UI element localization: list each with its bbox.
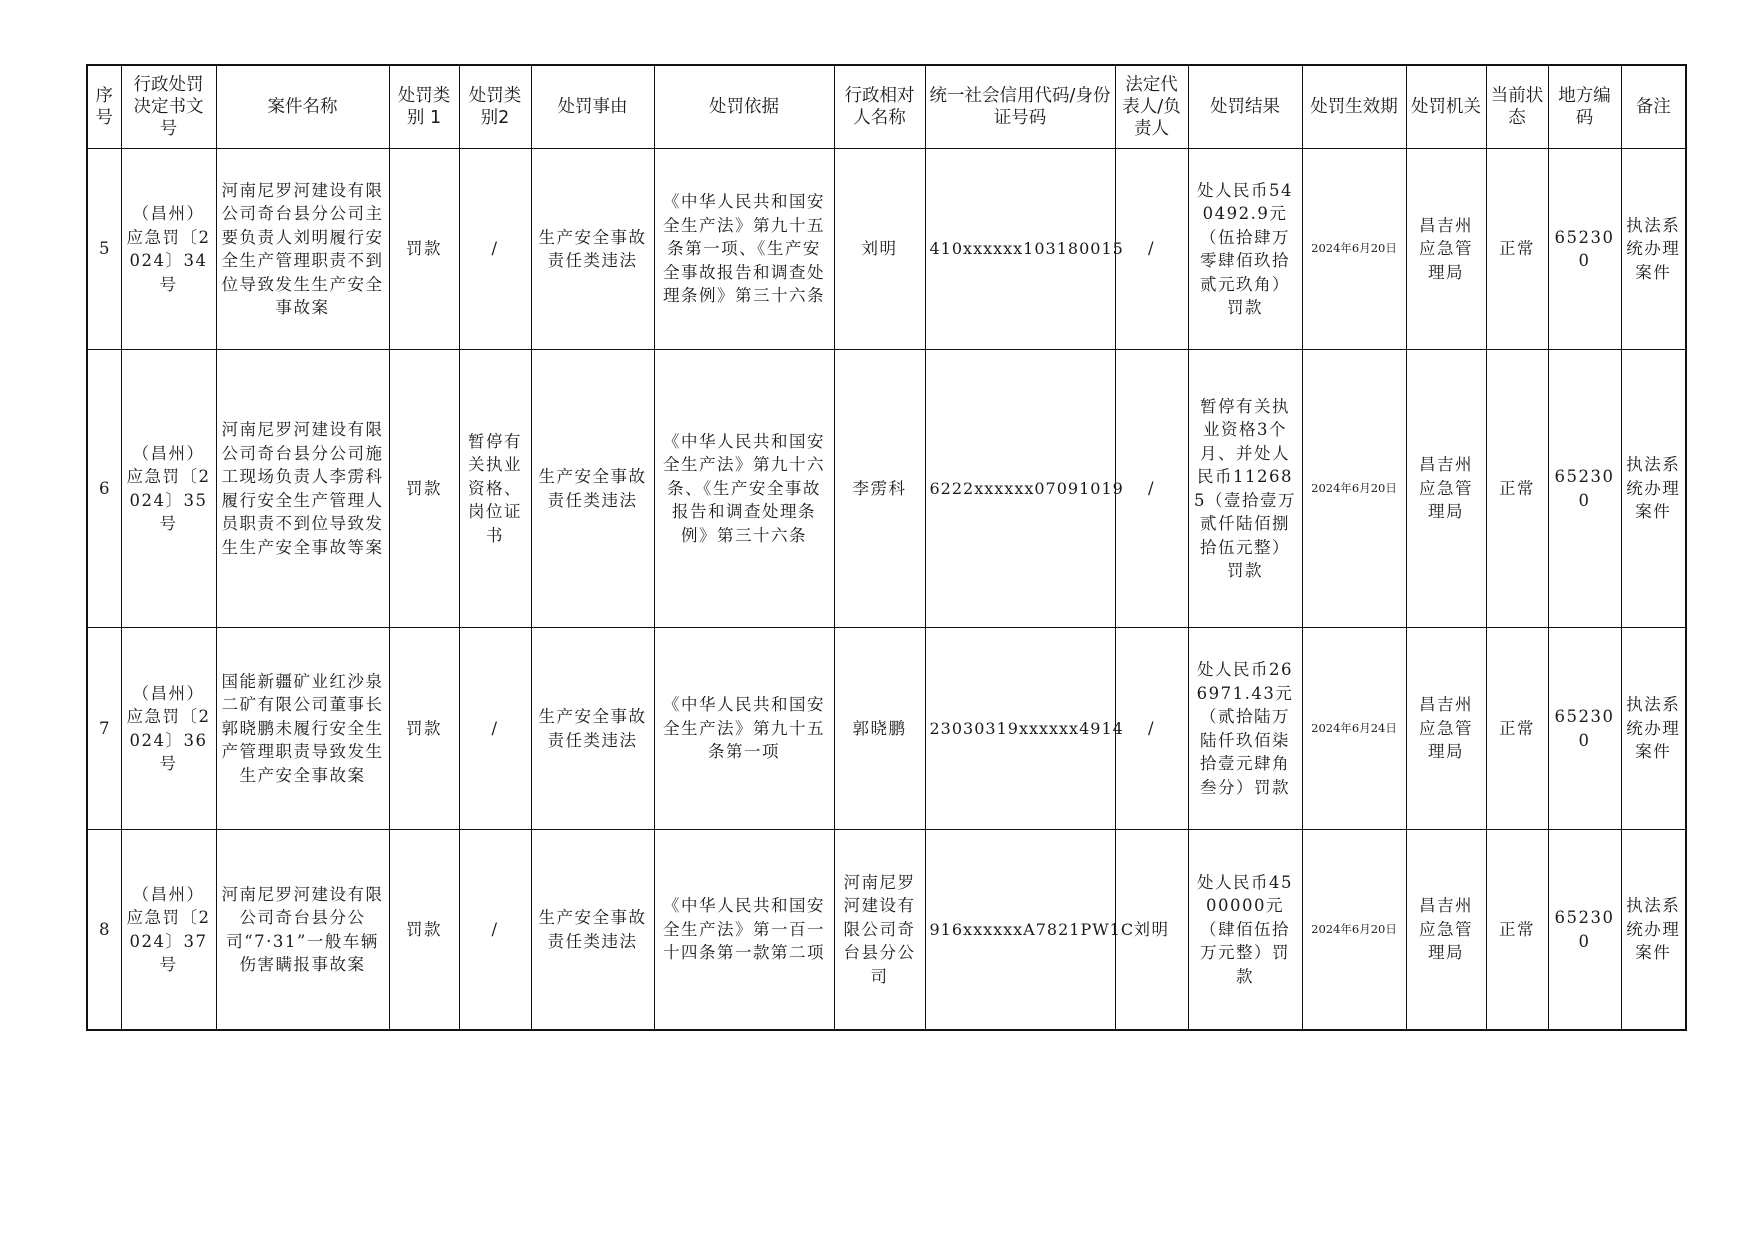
header-type2: 处罚类别2 [459, 65, 531, 149]
header-type1: 处罚类别 1 [389, 65, 459, 149]
cell-type2: / [459, 149, 531, 350]
cell-legal-rep: 刘明 [1115, 830, 1188, 1031]
cell-type2: / [459, 830, 531, 1031]
header-reason: 处罚事由 [531, 65, 654, 149]
cell-reason: 生产安全事故责任类违法 [531, 628, 654, 830]
cell-seq: 8 [87, 830, 121, 1031]
cell-status: 正常 [1486, 350, 1548, 628]
cell-type1: 罚款 [389, 628, 459, 830]
cell-seq: 5 [87, 149, 121, 350]
header-seq: 序号 [87, 65, 121, 149]
header-doc-no: 行政处罚决定书文号 [121, 65, 216, 149]
cell-reason: 生产安全事故责任类违法 [531, 149, 654, 350]
cell-remark: 执法系统办理案件 [1621, 149, 1686, 350]
cell-reason: 生产安全事故责任类违法 [531, 350, 654, 628]
cell-result: 处人民币540492.9元（伍拾肆万零肆佰玖拾贰元玖角）罚款 [1188, 149, 1302, 350]
cell-remark: 执法系统办理案件 [1621, 350, 1686, 628]
cell-result: 暂停有关执业资格3个月、并处人民币112685（壹拾壹万贰仟陆佰捌拾伍元整）罚款 [1188, 350, 1302, 628]
cell-status: 正常 [1486, 830, 1548, 1031]
header-party: 行政相对人名称 [834, 65, 925, 149]
cell-region-code: 652300 [1548, 350, 1621, 628]
cell-seq: 6 [87, 350, 121, 628]
table-row [87, 830, 1686, 1031]
cell-date: 2024年6月24日 [1302, 628, 1406, 830]
cell-doc-no: （昌州）应急罚〔2024〕35号 [121, 350, 216, 628]
cell-date: 2024年6月20日 [1302, 830, 1406, 1031]
penalty-table [86, 64, 1687, 1031]
cell-basis: 《中华人民共和国安全生产法》第九十五条第一项 [654, 628, 834, 830]
cell-region-code: 652300 [1548, 628, 1621, 830]
cell-result: 处人民币266971.43元（贰拾陆万陆仟玖佰柒拾壹元肆角叁分）罚款 [1188, 628, 1302, 830]
header-status: 当前状态 [1486, 65, 1548, 149]
table-row [87, 149, 1686, 350]
table-row [87, 628, 1686, 830]
cell-code: 23030319xxxxxx4914 [925, 628, 1115, 830]
cell-code: 6222xxxxxx07091019 [925, 350, 1115, 628]
cell-remark: 执法系统办理案件 [1621, 830, 1686, 1031]
cell-reason: 生产安全事故责任类违法 [531, 830, 654, 1031]
cell-party: 李雳科 [834, 350, 925, 628]
cell-doc-no: （昌州）应急罚〔2024〕36号 [121, 628, 216, 830]
header-region-code: 地方编码 [1548, 65, 1621, 149]
cell-region-code: 652300 [1548, 149, 1621, 350]
cell-status: 正常 [1486, 149, 1548, 350]
cell-legal-rep: / [1115, 628, 1188, 830]
cell-party: 河南尼罗河建设有限公司奇台县分公司 [834, 830, 925, 1031]
header-row [87, 65, 1686, 149]
header-code: 统一社会信用代码/身份证号码 [925, 65, 1115, 149]
header-date: 处罚生效期 [1302, 65, 1406, 149]
cell-party: 郭晓鹏 [834, 628, 925, 830]
cell-party: 刘明 [834, 149, 925, 350]
cell-authority: 昌吉州应急管理局 [1406, 149, 1486, 350]
table-row [87, 350, 1686, 628]
cell-region-code: 652300 [1548, 830, 1621, 1031]
header-result: 处罚结果 [1188, 65, 1302, 149]
cell-legal-rep: / [1115, 149, 1188, 350]
cell-type1: 罚款 [389, 350, 459, 628]
cell-status: 正常 [1486, 628, 1548, 830]
header-authority: 处罚机关 [1406, 65, 1486, 149]
cell-basis: 《中华人民共和国安全生产法》第九十五条第一项、《生产安全事故报告和调查处理条例》第三十六条 [654, 149, 834, 350]
header-remark: 备注 [1621, 65, 1686, 149]
cell-doc-no: （昌州）应急罚〔2024〕37号 [121, 830, 216, 1031]
cell-seq: 7 [87, 628, 121, 830]
cell-case-name: 国能新疆矿业红沙泉二矿有限公司董事长郭晓鹏未履行安全生产管理职责导致发生生产安全事故案 [216, 628, 389, 830]
cell-legal-rep: / [1115, 350, 1188, 628]
cell-date: 2024年6月20日 [1302, 350, 1406, 628]
cell-basis: 《中华人民共和国安全生产法》第九十六条、《生产安全事故报告和调查处理条例》第三十六条 [654, 350, 834, 628]
cell-code: 916xxxxxxA7821PW1C [925, 830, 1115, 1031]
cell-authority: 昌吉州应急管理局 [1406, 830, 1486, 1031]
cell-remark: 执法系统办理案件 [1621, 628, 1686, 830]
cell-case-name: 河南尼罗河建设有限公司奇台县分公司施工现场负责人李雳科履行安全生产管理人员职责不到位导致发生生产安全事故等案 [216, 350, 389, 628]
cell-case-name: 河南尼罗河建设有限公司奇台县分公司主要负责人刘明履行安全生产管理职责不到位导致发生生产安全事故案 [216, 149, 389, 350]
cell-authority: 昌吉州应急管理局 [1406, 628, 1486, 830]
cell-code: 410xxxxxx103180015 [925, 149, 1115, 350]
cell-authority: 昌吉州应急管理局 [1406, 350, 1486, 628]
header-legal-rep: 法定代表人/负责人 [1115, 65, 1188, 149]
cell-basis: 《中华人民共和国安全生产法》第一百一十四条第一款第二项 [654, 830, 834, 1031]
cell-date: 2024年6月20日 [1302, 149, 1406, 350]
cell-type1: 罚款 [389, 149, 459, 350]
cell-type2: 暂停有关执业资格、岗位证书 [459, 350, 531, 628]
cell-type2: / [459, 628, 531, 830]
header-basis: 处罚依据 [654, 65, 834, 149]
cell-case-name: 河南尼罗河建设有限公司奇台县分公司“7·31”一般车辆伤害瞒报事故案 [216, 830, 389, 1031]
cell-doc-no: （昌州）应急罚〔2024〕34号 [121, 149, 216, 350]
cell-result: 处人民币4500000元（肆佰伍拾万元整）罚款 [1188, 830, 1302, 1031]
header-case-name: 案件名称 [216, 65, 389, 149]
cell-type1: 罚款 [389, 830, 459, 1031]
